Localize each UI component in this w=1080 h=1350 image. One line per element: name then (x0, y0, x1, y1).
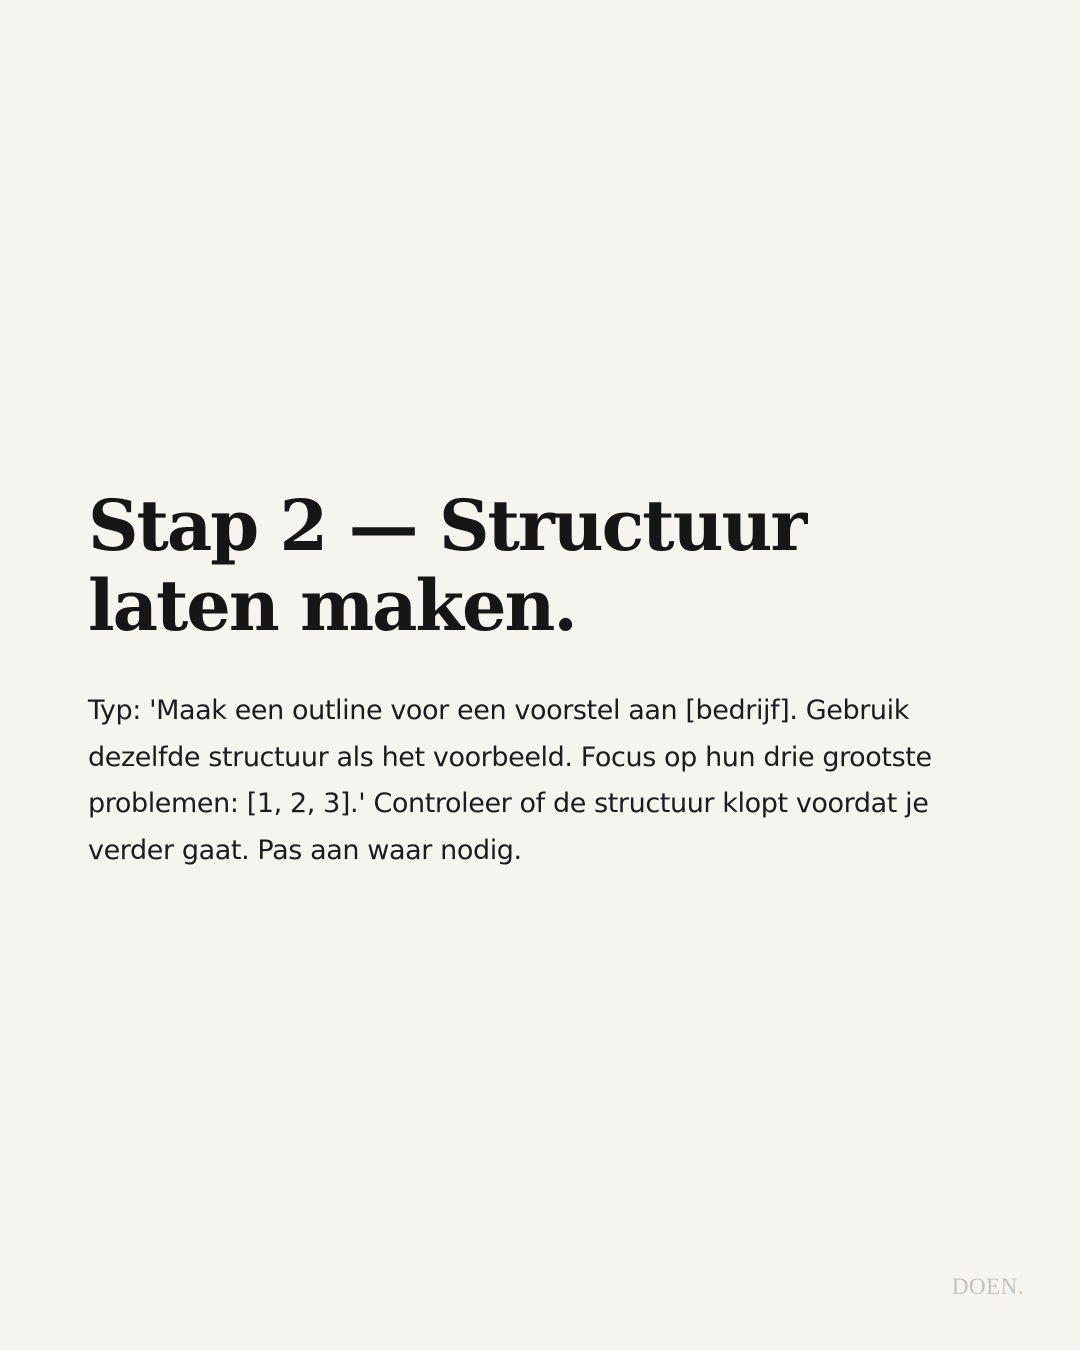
brand-name: DOEN (951, 1274, 1018, 1299)
slide-heading: Stap 2 — Structuur laten maken. (88, 484, 806, 647)
brand-dot: . (1017, 1274, 1024, 1299)
slide-content (88, 486, 1008, 874)
brand-logo (952, 1274, 1024, 1300)
slide-body: Typ: 'Maak een outline voor een voorstel aan [bedrijf]. Gebruik dezelfde structuur als het voorbeeld. Focus op hun drie grootste problemen: [1, 2, 3].' Controleer of de structuur klopt voordat je verder gaat. Pas aan waar nodig. (88, 695, 932, 866)
